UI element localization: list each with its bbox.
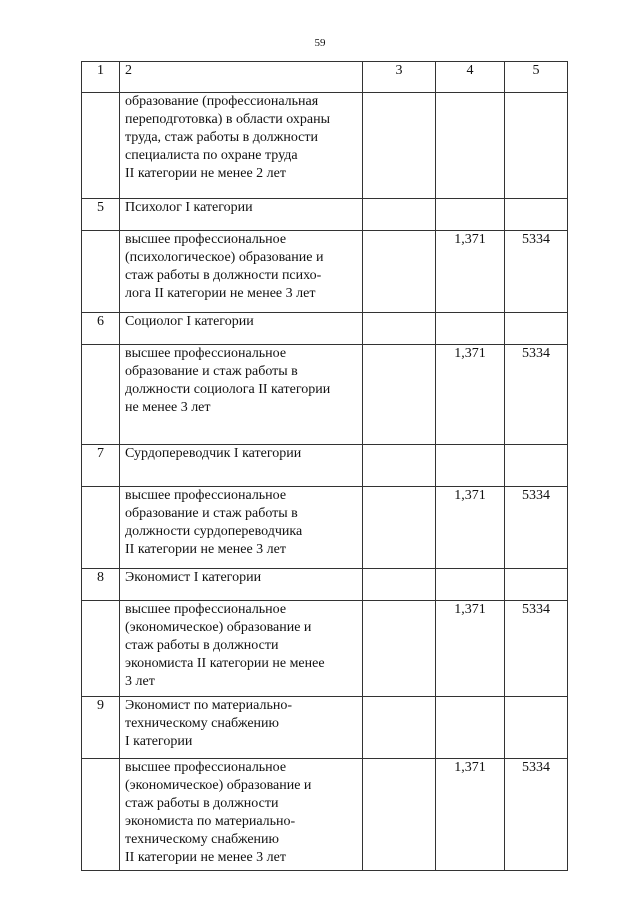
description-line: II категории не менее 3 лет bbox=[125, 850, 286, 865]
row-number-cell bbox=[82, 93, 120, 199]
row-number-cell: 8 bbox=[82, 569, 120, 601]
coefficient-cell bbox=[436, 93, 505, 199]
row-number-cell: 6 bbox=[82, 313, 120, 345]
page-number: 59 bbox=[314, 37, 326, 49]
description-line: высшее профессиональное bbox=[125, 488, 287, 503]
header-cell-5: 5 bbox=[505, 62, 568, 93]
row-number-cell bbox=[82, 231, 120, 313]
description-line: переподготовка) в области охраны bbox=[125, 112, 331, 127]
description-line: стаж работы в должности bbox=[125, 796, 279, 811]
description-line: II категории не менее 2 лет bbox=[125, 166, 286, 181]
position-title-row bbox=[82, 569, 568, 601]
empty-cell bbox=[363, 445, 436, 487]
description-line: техническому снабжению bbox=[125, 832, 279, 847]
code-cell bbox=[505, 697, 568, 759]
coefficient-cell: 1,371 bbox=[436, 345, 505, 445]
empty-cell bbox=[363, 487, 436, 569]
header-cell-2: 2 bbox=[120, 62, 363, 93]
empty-cell bbox=[363, 231, 436, 313]
header-cell-3: 3 bbox=[363, 62, 436, 93]
description-line: не менее 3 лет bbox=[125, 400, 211, 415]
coefficient-cell: 1,371 bbox=[436, 487, 505, 569]
code-cell: 5334 bbox=[505, 231, 568, 313]
description-cell bbox=[120, 345, 363, 445]
description-line: экономиста по материально- bbox=[125, 814, 296, 829]
empty-cell bbox=[363, 345, 436, 445]
coefficient-cell bbox=[436, 199, 505, 231]
description-line: высшее профессиональное bbox=[125, 602, 287, 617]
row-number-cell bbox=[82, 759, 120, 871]
description-line: стаж работы в должности bbox=[125, 638, 279, 653]
description-line: высшее профессиональное bbox=[125, 346, 287, 361]
description-line: должности социолога II категории bbox=[125, 382, 331, 397]
description-cell bbox=[120, 313, 363, 345]
description-cell bbox=[120, 487, 363, 569]
position-requirements-row bbox=[82, 93, 568, 199]
coefficient-cell: 1,371 bbox=[436, 601, 505, 697]
description-cell bbox=[120, 93, 363, 199]
description-line: должности сурдопереводчика bbox=[125, 524, 303, 539]
description-line: Экономист I категории bbox=[125, 570, 262, 585]
code-cell: 5334 bbox=[505, 487, 568, 569]
header-row bbox=[82, 62, 568, 93]
description-line: стаж работы в должности психо- bbox=[125, 268, 322, 283]
coefficient-cell bbox=[436, 445, 505, 487]
row-number-cell bbox=[82, 487, 120, 569]
description-line: высшее профессиональное bbox=[125, 232, 287, 247]
coefficient-cell: 1,371 bbox=[436, 231, 505, 313]
coefficient-cell bbox=[436, 697, 505, 759]
description-cell bbox=[120, 697, 363, 759]
header-cell-1: 1 bbox=[82, 62, 120, 93]
description-line: I категории bbox=[125, 734, 193, 749]
empty-cell bbox=[363, 313, 436, 345]
code-cell: 5334 bbox=[505, 345, 568, 445]
code-cell bbox=[505, 445, 568, 487]
empty-cell bbox=[363, 93, 436, 199]
code-cell bbox=[505, 199, 568, 231]
description-cell bbox=[120, 759, 363, 871]
coefficient-cell bbox=[436, 313, 505, 345]
row-number-cell bbox=[82, 601, 120, 697]
description-cell bbox=[120, 601, 363, 697]
description-line: (экономическое) образование и bbox=[125, 778, 312, 793]
code-cell: 5334 bbox=[505, 601, 568, 697]
description-line: техническому снабжению bbox=[125, 716, 279, 731]
description-line: образование и стаж работы в bbox=[125, 364, 298, 379]
description-line: образование и стаж работы в bbox=[125, 506, 298, 521]
empty-cell bbox=[363, 601, 436, 697]
description-line: высшее профессиональное bbox=[125, 760, 287, 775]
description-line: (экономическое) образование и bbox=[125, 620, 312, 635]
position-requirements-row bbox=[82, 487, 568, 569]
header-cell-4: 4 bbox=[436, 62, 505, 93]
coefficient-cell: 1,371 bbox=[436, 759, 505, 871]
empty-cell bbox=[363, 199, 436, 231]
description-line: лога II категории не менее 3 лет bbox=[125, 286, 316, 301]
empty-cell bbox=[363, 569, 436, 601]
row-number-cell: 9 bbox=[82, 697, 120, 759]
row-number-cell: 5 bbox=[82, 199, 120, 231]
description-cell bbox=[120, 231, 363, 313]
coefficient-cell bbox=[436, 569, 505, 601]
position-requirements-row bbox=[82, 601, 568, 697]
position-requirements-row bbox=[82, 759, 568, 871]
position-title-row bbox=[82, 697, 568, 759]
qualification-table bbox=[81, 61, 568, 871]
position-title-row bbox=[82, 199, 568, 231]
description-line: специалиста по охране труда bbox=[125, 148, 298, 163]
description-line: Социолог I категории bbox=[125, 314, 254, 329]
empty-cell bbox=[363, 697, 436, 759]
empty-cell bbox=[363, 759, 436, 871]
description-line: 3 лет bbox=[125, 674, 155, 689]
code-cell bbox=[505, 313, 568, 345]
position-title-row bbox=[82, 313, 568, 345]
description-cell bbox=[120, 569, 363, 601]
description-line: (психологическое) образование и bbox=[125, 250, 324, 265]
description-line: Экономист по материально- bbox=[125, 698, 293, 713]
code-cell bbox=[505, 93, 568, 199]
code-cell bbox=[505, 569, 568, 601]
description-line: экономиста II категории не менее bbox=[125, 656, 325, 671]
position-requirements-row bbox=[82, 231, 568, 313]
description-line: труда, стаж работы в должности bbox=[125, 130, 318, 145]
description-line: Сурдопереводчик I категории bbox=[125, 446, 302, 461]
row-number-cell bbox=[82, 345, 120, 445]
position-requirements-row bbox=[82, 345, 568, 445]
description-line: Психолог I категории bbox=[125, 200, 253, 215]
description-cell bbox=[120, 445, 363, 487]
description-line: образование (профессиональная bbox=[125, 94, 319, 109]
row-number-cell: 7 bbox=[82, 445, 120, 487]
description-line: II категории не менее 3 лет bbox=[125, 542, 286, 557]
description-cell bbox=[120, 199, 363, 231]
position-title-row bbox=[82, 445, 568, 487]
code-cell: 5334 bbox=[505, 759, 568, 871]
